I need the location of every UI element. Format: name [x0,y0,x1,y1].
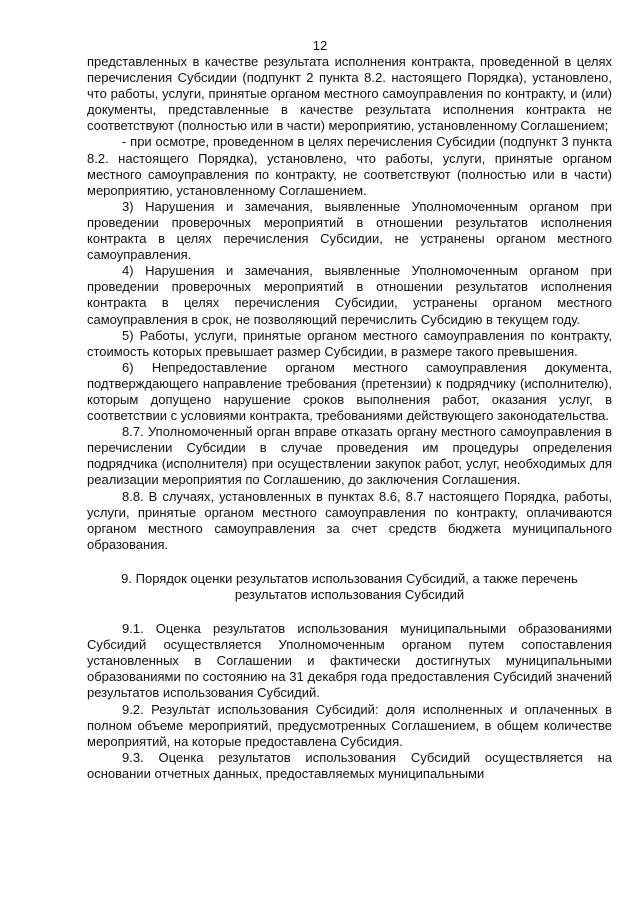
document-body [87,54,612,782]
paragraph-8-8: 8.8. В случаях, установленных в пунктах 8.6, 8.7 настоящего Порядка, работы, услуги, принятые органом местного самоуправления по контракту, оплачиваются органом местного самоуправления за счет средств бюджета муниципального образования. [87,488,612,552]
paragraph-item-4: 4) Нарушения и замечания, выявленные Уполномоченным органом при проведении проверочных мероприятий в отношении результатов исполнения контракта в целях перечисления Субсидии, устранены органом местного самоуправления в срок, не позволяющий перечислить Субсидию в текущем году. [87,263,612,327]
spacer [87,603,612,621]
spacer [87,553,612,571]
paragraph-inspection-clause: - при осмотре, проведенном в целях перечисления Субсидии (подпункт 3 пункта 8.2. настоящего Порядка), установлено, что работы, услуги, принятые органом местного самоуправления по контракту, не соответствуют (полностью или в части) мероприятию, установленному Соглашением. [87,134,612,198]
paragraph-9-1: 9.1. Оценка результатов использования муниципальными образованиями Субсидий осуществляется Уполномоченным органом путем сопоставления установленных в Соглашении и фактически достигнутых муниципальными образованиями по состоянию на 31 декабря года предоставления Субсидий значений результатов использования Субсидий. [87,621,612,701]
paragraph-item-6: 6) Непредоставление органом местного самоуправления документа, подтверждающего направление требования (претензии) к подрядчику (исполнителю), которым допущено нарушение сроков выполнения работ, оказания услуг, в соответствии с условиями контракта, требованиями действующего законодательства. [87,359,612,424]
paragraph-item-3: 3) Нарушения и замечания, выявленные Уполномоченным органом при проведении проверочных мероприятий в отношении результатов исполнения контракта в целях перечисления Субсидии, не устранены органом местного самоуправления. [87,198,612,263]
paragraph-9-2: 9.2. Результат использования Субсидий: доля исполненных и оплаченных в полном объеме мероприятий, предусмотренных Соглашением, в общем количестве мероприятий, на которые предоставлена Субсидия. [87,701,612,749]
paragraph-8-7: 8.7. Уполномоченный орган вправе отказать органу местного самоуправления в перечислении Субсидии в случае проведения им процедуры определения подрядчика (исполнителя) при осуществлении закупок работ, услуг, необходимых для реализации мероприятия по Соглашению, до заключения Соглашения. [87,424,612,488]
paragraph-continuation: представленных в качестве результата исполнения контракта, проведенной в целях перечисления Субсидии (подпункт 2 пункта 8.2. настоящего Порядка), установлено, что работы, услуги, принятые органом местного самоуправления по контракту, и (или) документы, представленные в качестве результата исполнения контракта не соответствуют (полностью или в части) мероприятию, установленному Соглашением; [87,54,612,134]
paragraph-9-3: 9.3. Оценка результатов использования Субсидий осуществляется на основании отчетных данных, предоставляемых муниципальными [87,749,612,781]
section-heading: 9. Порядок оценки результатов использования Субсидий, а также перечень результатов использования Субсидий [121,570,578,602]
paragraph-item-5: 5) Работы, услуги, принятые органом местного самоуправления по контракту, стоимость которых превышает размер Субсидии, в размере такого превышения. [87,327,612,359]
page-number: 12 [312,38,328,53]
